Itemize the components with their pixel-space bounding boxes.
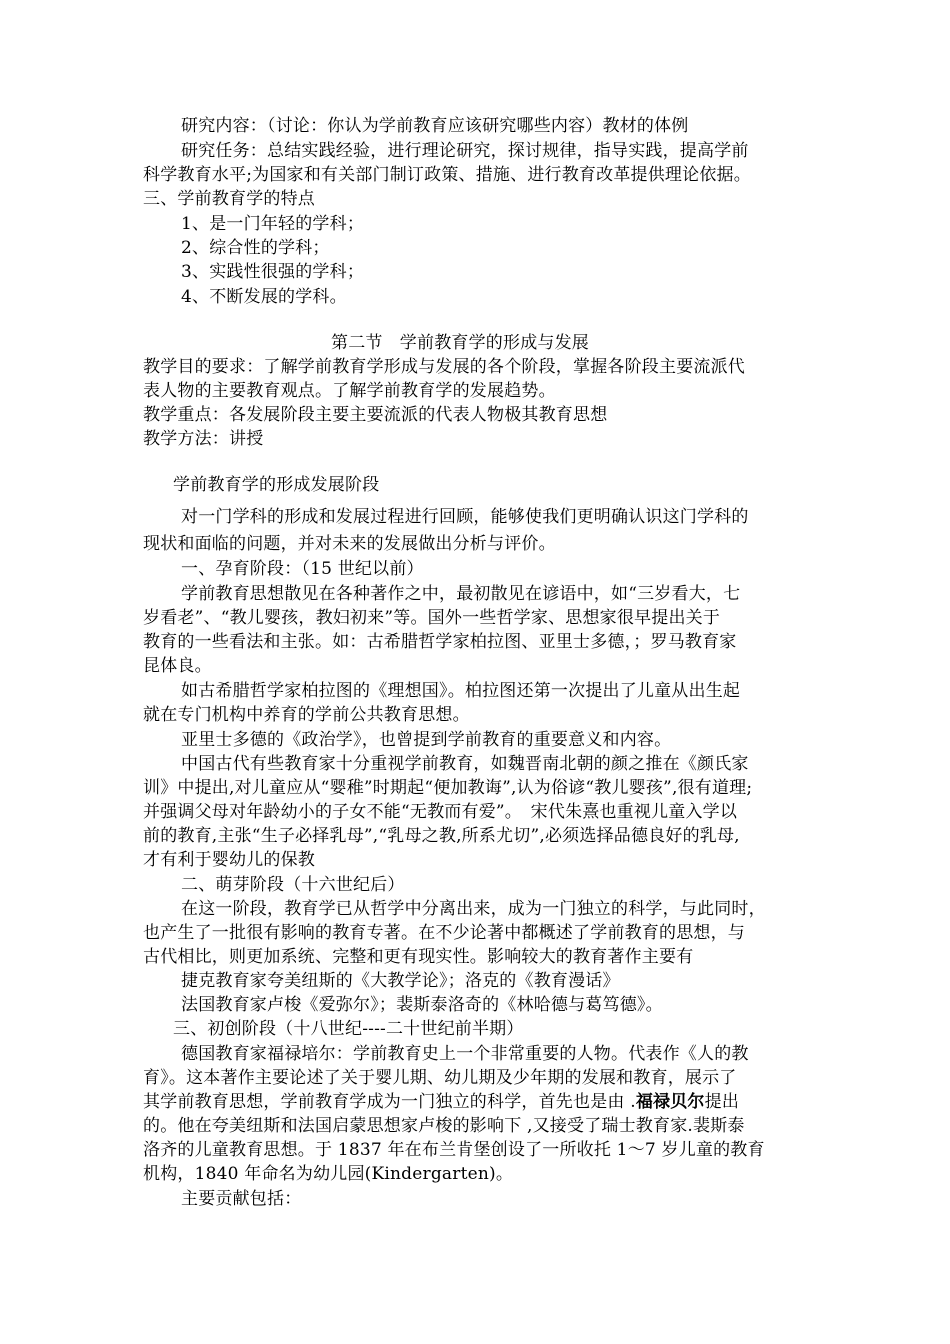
- text-line: 育》。这本著作主要论述了关于婴儿期、幼儿期及少年期的发展和教育，展示了: [143, 1068, 737, 1088]
- text-line: 法国教育家卢梭《爱弥尔》；裴斯泰洛奇的《林哈德与葛笃德》。: [181, 995, 663, 1015]
- text-line: 教育的一些看法和主张。如：古希腊哲学家柏拉图、亚里士多德，；罗马教育家: [143, 632, 737, 652]
- text-line: 教学目的要求：了解学前教育学形成与发展的各个阶段，掌握各阶段主要流派代: [143, 357, 745, 377]
- text-line: 如古希腊哲学家柏拉图的《理想国》。柏拉图还第一次提出了儿童从出生起: [181, 681, 741, 701]
- list-item: 4、不断发展的学科。: [181, 287, 347, 307]
- list-item: 1、是一门年轻的学科；: [181, 214, 365, 234]
- text-line: 研究任务：总结实践经验，进行理论研究，探讨规律，指导实践，提高学前: [181, 141, 749, 161]
- text-line: 在这一阶段，教育学已从哲学中分离出来，成为一门独立的科学，与此同时，: [181, 899, 766, 919]
- text-line: 的。他在夸美纽斯和法国启蒙思想家卢梭的影响下 ,又接受了瑞士教育家.裴斯泰: [143, 1116, 745, 1136]
- text-line: 才有利于婴幼儿的保教: [143, 850, 315, 870]
- text-line: 洛齐的儿童教育思想。于 1837 年在布兰肯堡创设了一所收托 1～7 岁儿童的教育: [143, 1140, 765, 1160]
- section-heading: 二、萌芽阶段（十六世纪后）: [181, 875, 405, 895]
- subsection-heading: 学前教育学的形成发展阶段: [173, 475, 380, 495]
- text-line: 教学重点：各发展阶段主要主要流派的代表人物极其教育思想: [143, 405, 608, 425]
- text-line: 中国古代有些教育家十分重视学前教育，如魏晋南北朝的颜之推在《颜氏家: [181, 754, 749, 774]
- text-line: 表人物的主要教育观点。了解学前教育学的发展趋势。: [143, 381, 556, 401]
- section-heading: 三、初创阶段（十八世纪----二十世纪前半期）: [173, 1019, 524, 1039]
- text-line: 岁看老”、“教儿婴孩，教妇初来”等。国外一些哲学家、思想家很早提出关于: [143, 608, 721, 628]
- text-line: 训》中提出,对儿童应从“婴稚”时期起“便加教诲”,认为俗谚“教儿婴孩”,很有道理;: [143, 778, 753, 798]
- text-line: [143, 1090, 739, 1114]
- text-line: 科学教育水平;为国家和有关部门制订政策、措施、进行教育改革提供理论依据。: [143, 165, 751, 185]
- text-line: 对一门学科的形成和发展过程进行回顾，能够使我们更明确认识这门学科的: [181, 507, 749, 527]
- text-line: 捷克教育家夸美纽斯的《大教学论》；洛克的《教育漫话》: [181, 971, 620, 991]
- section-heading: 三、学前教育学的特点: [143, 189, 315, 209]
- text-line: 德国教育家福禄培尔：学前教育史上一个非常重要的人物。代表作《人的教: [181, 1044, 749, 1064]
- text-line: 就在专门机构中养育的学前公共教育思想。: [143, 705, 470, 725]
- chapter-heading: 第二节 学前教育学的形成与发展: [331, 333, 589, 353]
- text-line: 主要贡献包括：: [181, 1189, 302, 1209]
- text-line: 研究内容：（讨论：你认为学前教育应该研究哪些内容）教材的体例: [181, 116, 689, 136]
- text-line: 机构，1840 年命名为幼儿园(Kindergarten)。: [143, 1164, 514, 1184]
- text-line: 古代相比，则更加系统、完整和更有现实性。影响较大的教育著作主要有: [143, 947, 694, 967]
- list-item: 3、实践性很强的学科；: [181, 262, 365, 282]
- text-line: 昆体良。: [143, 656, 212, 676]
- text-segment: 其学前教育思想，学前教育学成为一门独立的科学，首先也是由 .: [143, 1092, 636, 1112]
- emphasized-name: 福禄贝尔: [635, 1092, 705, 1112]
- text-segment: 提出: [704, 1092, 740, 1112]
- text-line: 教学方法：讲授: [143, 429, 264, 449]
- text-line: 亚里士多德的《政治学》，也曾提到学前教育的重要意义和内容。: [181, 730, 672, 750]
- section-heading: 一、孕育阶段：（15 世纪以前）: [181, 559, 424, 579]
- text-line: 现状和面临的问题，并对未来的发展做出分析与评价。: [143, 534, 556, 554]
- text-line: 学前教育思想散见在各种著作之中，最初散见在谚语中，如“三岁看大，七: [181, 584, 741, 604]
- text-line: 并强调父母对年龄幼小的子女不能“无教而有爱”。 宋代朱熹也重视儿童入学以: [143, 802, 738, 822]
- text-line: 也产生了一批很有影响的教育专著。在不少论著中都概述了学前教育的思想，与: [143, 923, 745, 943]
- list-item: 2、综合性的学科；: [181, 238, 330, 258]
- text-line: 前的教育,主张“生子必择乳母”,“乳母之教,所系尤切”,必须选择品德良好的乳母,: [143, 826, 740, 846]
